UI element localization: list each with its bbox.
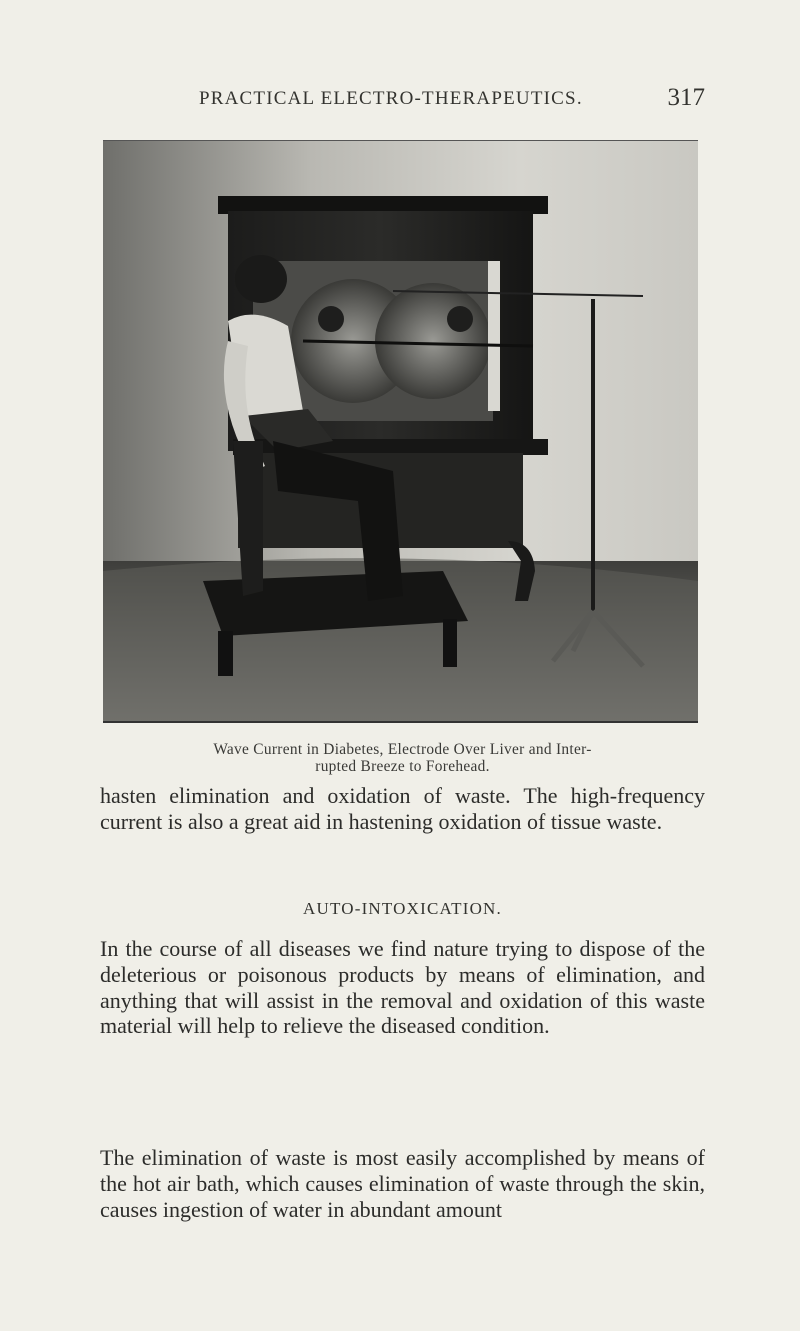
running-head [105,84,705,120]
running-head-title: PRACTICAL ELECTRO-THERAPEUTICS. [199,88,583,109]
section-heading: AUTO-INTOXICATION. [303,899,502,918]
paragraph: In the course of all diseases we find nature trying to dispose of the deleterious or poisonous products by means of elimination, and anything that will assist in the removal and oxidation of this waste material will help to relieve the diseased condition. [100,936,705,1039]
caption-line: Wave Current in Diabetes, Electrode Over Liver and Inter- [213,741,592,758]
photograph-static-machine [103,141,698,721]
paragraph: The elimination of waste is most easily accomplished by means of the hot air bath, which causes elimination of waste through the skin, causes ingestion of water in abundant amount [100,1145,705,1222]
figure-caption [100,741,705,775]
photograph-plate [103,140,698,723]
paragraph: hasten elimination and oxidation of waste. The high-frequency current is also a great aid in hastening oxidation of tissue waste. [100,783,705,834]
page-number: 317 [667,84,705,111]
caption-line: rupted Breeze to Forehead. [315,758,490,775]
